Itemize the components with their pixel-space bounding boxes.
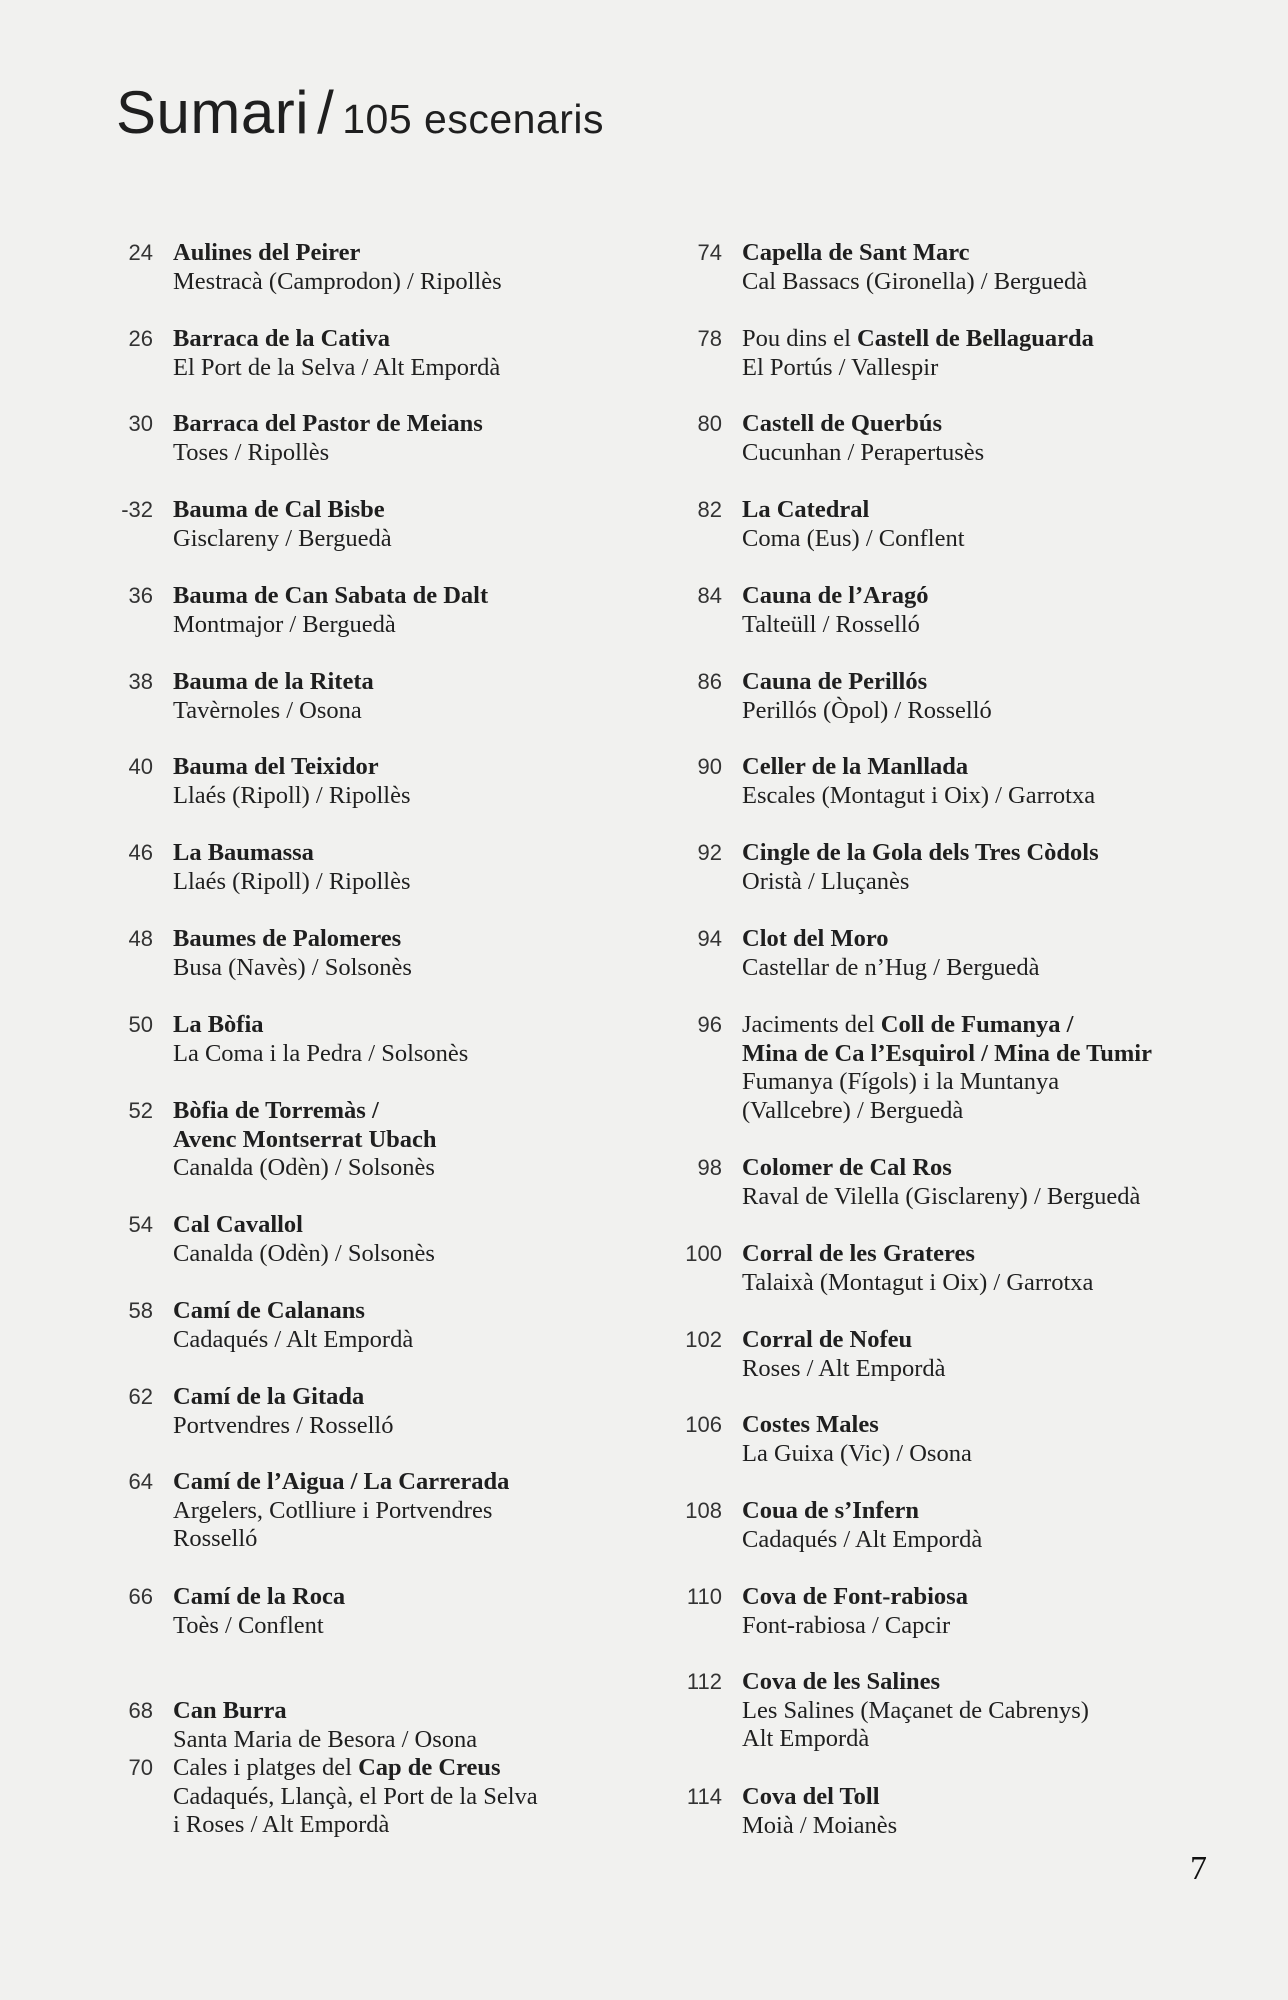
toc-entry-title-line [173, 1383, 394, 1412]
toc-entry-location: Castellar de n’Hug / Berguedà [742, 953, 1040, 981]
toc-entry-title-line [173, 839, 411, 868]
toc-entry-location: Argelers, Cotlliure i Portvendres [173, 1496, 493, 1524]
toc-entry-text [742, 668, 992, 725]
toc-entry-text [173, 1697, 477, 1754]
toc-entry-title-line [742, 239, 1087, 268]
toc-entry-location: Toses / Ripollès [173, 438, 330, 466]
toc-entry-line [173, 611, 488, 640]
toc-entry-text [742, 1240, 1093, 1297]
toc-entry-title-line [173, 753, 411, 782]
toc-entry-location: Fumanya (Fígols) i la Muntanya [742, 1068, 1060, 1095]
toc-entry-title: Cauna de l’Aragó [742, 582, 929, 609]
toc-entry-text [173, 325, 500, 382]
toc-entry-location: Canalda (Odèn) / Solsonès [173, 1239, 435, 1267]
toc-entry-title: La Baumassa [173, 839, 314, 866]
toc-entry-line [742, 1440, 972, 1469]
title-main: Sumari [116, 79, 310, 146]
toc-entry-title: Bauma de Cal Bisbe [173, 496, 385, 523]
page-title [116, 78, 604, 147]
toc-entry-title-line [742, 1154, 1140, 1183]
toc-entry-text [742, 582, 928, 639]
toc-page-number: 112 [686, 1669, 722, 1694]
toc-entry-line [173, 697, 374, 726]
toc-entry-location: i Roses / Alt Empordà [173, 1811, 390, 1838]
toc-page-number: 84 [697, 583, 722, 608]
toc-entry-location: Toès / Conflent [173, 1611, 324, 1639]
toc-page-number: 82 [697, 497, 722, 522]
toc-entry-text [173, 239, 502, 296]
toc-entry-title: Cova de Font-rabiosa [742, 1583, 968, 1610]
toc-entry-text [742, 1583, 968, 1640]
toc-entry-title: Cova de les Salines [742, 1668, 941, 1695]
toc-entry-line [742, 1612, 968, 1641]
toc-entry-title: Mina de Ca l’Esquirol / Mina de Tumir [742, 1039, 1152, 1067]
toc-entry-title-line [742, 1011, 1152, 1040]
toc-entry-text [173, 668, 374, 725]
toc-page-number: 48 [128, 926, 153, 951]
toc-entry-title-line [173, 668, 374, 697]
toc-entry-text [742, 496, 965, 553]
toc-entry-title: Celler de la Manllada [742, 753, 969, 780]
toc-entry-text [173, 1297, 413, 1354]
toc-entry-location: El Portús / Vallespir [742, 353, 939, 381]
toc-page-number: 70 [128, 1755, 153, 1780]
toc-entry-location: Montmajor / Berguedà [173, 610, 396, 638]
toc-entry-title-line [173, 410, 483, 439]
toc-entry-text [742, 1326, 945, 1383]
toc-page-number: 62 [128, 1384, 153, 1409]
toc-entry-text [173, 1754, 538, 1840]
toc-entry-location: Pou dins el [742, 325, 858, 352]
toc-page-number: 54 [128, 1212, 153, 1237]
toc-entry-title: Corral de Nofeu [742, 1326, 913, 1353]
toc-entry-title: Camí de l’Aigua / La Carrerada [173, 1468, 510, 1495]
toc-entry-title: Avenc Montserrat Ubach [173, 1125, 437, 1153]
toc-entry-location: Llaés (Ripoll) / Ripollès [173, 781, 411, 809]
toc-entry-location: Rosselló [173, 1525, 258, 1552]
toc-entry-title: Baumes de Palomeres [173, 925, 402, 952]
toc-entry-location: Raval de Vilella (Gisclareny) / Berguedà [742, 1182, 1141, 1210]
toc-entry-location: Canalda (Odèn) / Solsonès [173, 1154, 435, 1181]
toc-entry-line [173, 1240, 435, 1269]
toc-entry-title-line [742, 1668, 1089, 1697]
toc-entry-line [742, 1068, 1152, 1097]
toc-entry-text [173, 1468, 509, 1554]
toc-entry-title-line [173, 925, 412, 954]
toc-entry-title: Camí de Calanans [173, 1297, 365, 1324]
toc-entry-title: Castell de Querbús [742, 410, 943, 437]
toc-entry-line [173, 1726, 477, 1755]
toc-entry-title: Bòfia de Torremàs / [173, 1097, 379, 1124]
toc-entry-title-line [742, 839, 1099, 868]
toc-entry-text [173, 1011, 468, 1068]
toc-entry-title-line [173, 239, 502, 268]
toc-entry-location: La Coma i la Pedra / Solsonès [173, 1039, 469, 1067]
toc-entry-location: Talaixà (Montagut i Oix) / Garrotxa [742, 1268, 1094, 1296]
toc-entry-text [173, 839, 411, 896]
toc-entry-title-line [173, 1468, 509, 1497]
toc-entry-title: Bauma del Teixidor [173, 753, 379, 780]
toc-entry-title-line [742, 1411, 972, 1440]
toc-entry-title-line [742, 925, 1040, 954]
toc-entry-line [742, 1183, 1140, 1212]
toc-entry-location: Santa Maria de Besora / Osona [173, 1725, 478, 1753]
toc-entry-text [173, 410, 483, 467]
toc-entry-title: Cauna de Perillós [742, 668, 928, 695]
toc-entry-text [742, 1011, 1152, 1125]
toc-entry-line [173, 782, 411, 811]
toc-entry-line [742, 954, 1040, 983]
toc-entry-title: Coua de s’Infern [742, 1497, 919, 1524]
toc-page-number: 102 [685, 1327, 722, 1352]
toc-entry-line [173, 1525, 509, 1554]
toc-entry-location: Cadaqués / Alt Empordà [173, 1325, 414, 1353]
toc-entry-location: Font-rabiosa / Capcir [742, 1611, 951, 1639]
toc-entry-title-line [742, 496, 965, 525]
toc-page-number: 50 [128, 1012, 153, 1037]
toc-entry-title-line [742, 410, 984, 439]
toc-entry-title: Can Burra [173, 1697, 287, 1724]
toc-entry-title: Castell de Bellaguarda [857, 325, 1094, 352]
toc-entry-title-line [742, 325, 1094, 354]
toc-page-number: 66 [128, 1584, 153, 1609]
toc-entry-line [742, 1269, 1093, 1298]
toc-entry-line [742, 1355, 945, 1384]
toc-page-number: 100 [685, 1241, 722, 1266]
toc-entry-location: Roses / Alt Empordà [742, 1354, 946, 1382]
toc-entry-text [173, 1583, 345, 1640]
toc-entry-line [742, 354, 1094, 383]
toc-entry-text [742, 839, 1099, 896]
toc-entry-line [173, 439, 483, 468]
toc-entry-title-line [742, 668, 992, 697]
toc-entry-title-line [173, 325, 500, 354]
toc-entry-title-line [742, 1240, 1093, 1269]
page-number: 7 [1190, 1850, 1207, 1887]
toc-page-number: 94 [697, 926, 722, 951]
toc-page-number: 24 [128, 240, 153, 265]
toc-entry-text [173, 753, 411, 810]
toc-entry-location: Cales i platges del [173, 1754, 359, 1781]
toc-entry-text [742, 410, 984, 467]
toc-entry-text [742, 1411, 972, 1468]
toc-entry-title-line [173, 496, 392, 525]
toc-entry-location: El Port de la Selva / Alt Empordà [173, 353, 501, 381]
toc-entry-location: Cal Bassacs (Gironella) / Berguedà [742, 267, 1088, 295]
toc-entry-title-line [742, 753, 1095, 782]
toc-entry-location: Talteüll / Rosselló [742, 610, 920, 638]
toc-page-number: 90 [697, 754, 722, 779]
toc-page-number: 98 [697, 1155, 722, 1180]
toc-entry-text [173, 1211, 435, 1268]
toc-page-number: 74 [697, 240, 722, 265]
toc-entry-title-line [742, 1326, 945, 1355]
toc-entry-title: La Bòfia [173, 1011, 264, 1038]
toc-entry-line [173, 1811, 538, 1840]
toc-page-number: 106 [685, 1412, 722, 1437]
toc-entry-location: (Vallcebre) / Berguedà [742, 1096, 964, 1124]
toc-entry-location: Llaés (Ripoll) / Ripollès [173, 867, 411, 895]
toc-entry-line [742, 697, 992, 726]
toc-entry-title-line [742, 1497, 982, 1526]
toc-entry-text [742, 1668, 1089, 1754]
toc-entry-location: Jaciments del [742, 1011, 881, 1038]
toc-entry-line [173, 954, 412, 983]
toc-page-number: 80 [697, 411, 722, 436]
toc-entry-title-line [742, 582, 928, 611]
toc-entry-line [742, 1040, 1152, 1069]
toc-page-number: 86 [697, 669, 722, 694]
toc-entry-text [742, 753, 1095, 810]
toc-entry-title: La Catedral [742, 496, 870, 523]
toc-entry-text [742, 1154, 1140, 1211]
toc-entry-line [173, 1126, 437, 1155]
toc-page-number: 52 [128, 1098, 153, 1123]
toc-page-number: -32 [121, 497, 153, 522]
toc-entry-text [742, 925, 1040, 982]
toc-page-number: 96 [697, 1012, 722, 1037]
toc-entry-title-line [173, 1097, 437, 1126]
toc-entry-title: Aulines del Peirer [173, 239, 361, 266]
toc-entry-title: Cap de Creus [358, 1754, 501, 1781]
toc-entry-line [173, 1783, 538, 1812]
toc-entry-line [742, 1725, 1089, 1754]
toc-entry-title-line [173, 1297, 413, 1326]
toc-entry-location: Cadaqués, Llançà, el Port de la Selva [173, 1782, 538, 1810]
toc-page-number: 36 [128, 583, 153, 608]
toc-entry-line [742, 268, 1087, 297]
toc-page-number: 108 [685, 1498, 722, 1523]
toc-entry-line [742, 782, 1095, 811]
toc-entry-text [173, 582, 488, 639]
toc-entry-title-line [173, 1011, 468, 1040]
toc-entry-location: Les Salines (Maçanet de Cabrenys) [742, 1696, 1089, 1724]
toc-page-number: 58 [128, 1298, 153, 1323]
toc-entry-text [173, 1383, 394, 1440]
toc-page-number: 78 [697, 326, 722, 351]
toc-entry-line [173, 1326, 413, 1355]
toc-entry-line [173, 1040, 468, 1069]
toc-page-number: 92 [697, 840, 722, 865]
toc-entry-location: Portvendres / Rosselló [173, 1411, 394, 1439]
toc-entry-line [173, 868, 411, 897]
toc-entry-line [742, 525, 965, 554]
toc-entry-title: Camí de la Gitada [173, 1383, 365, 1410]
toc-entry-title: Cingle de la Gola dels Tres Còdols [742, 839, 1099, 866]
toc-entry-title-line [173, 1583, 345, 1612]
toc-entry-line [742, 1097, 1152, 1126]
toc-entry-location: Mestracà (Camprodon) / Ripollès [173, 267, 502, 295]
toc-entry-title: Barraca del Pastor de Meians [173, 410, 483, 437]
toc-entry-title: Bauma de la Riteta [173, 668, 374, 695]
toc-entry-title-line [173, 1697, 477, 1726]
toc-entry-location: Tavèrnoles / Osona [173, 696, 362, 724]
toc-entry-title: Clot del Moro [742, 925, 889, 952]
toc-entry-line [742, 1697, 1089, 1726]
toc-entry-location: Moià / Moianès [742, 1811, 898, 1839]
toc-entry-line [173, 1612, 345, 1641]
toc-entry-line [173, 1497, 509, 1526]
toc-entry-line [173, 354, 500, 383]
toc-page-number: 68 [128, 1698, 153, 1723]
toc-entry-title: Bauma de Can Sabata de Dalt [173, 582, 489, 609]
toc-entry-title: Colomer de Cal Ros [742, 1154, 952, 1181]
toc-page-number: 64 [128, 1469, 153, 1494]
toc-entry-title-line [173, 1211, 435, 1240]
toc-entry-line [173, 525, 392, 554]
toc-page-number: 46 [128, 840, 153, 865]
toc-entry-line [173, 1154, 437, 1183]
toc-entry-location: Busa (Navès) / Solsonès [173, 953, 412, 981]
toc-entry-line [173, 1412, 394, 1441]
toc-entry-line [742, 1526, 982, 1555]
toc-entry-location: Coma (Eus) / Conflent [742, 524, 965, 552]
toc-entry-line [742, 611, 928, 640]
toc-entry-line [742, 1812, 897, 1841]
toc-entry-text [742, 239, 1087, 296]
toc-entry-title-line [742, 1583, 968, 1612]
toc-entry-title: Costes Males [742, 1411, 879, 1438]
toc-entry-title-line [173, 1754, 538, 1783]
toc-entry-location: Escales (Montagut i Oix) / Garrotxa [742, 781, 1096, 809]
toc-entry-text [173, 496, 392, 553]
toc-page-number: 110 [686, 1584, 722, 1609]
toc-entry-text [742, 325, 1094, 382]
toc-entry-title: Coll de Fumanya / [880, 1011, 1074, 1038]
toc-entry-location: Perillós (Òpol) / Rosselló [742, 696, 992, 724]
title-separator: / [317, 79, 335, 146]
toc-page-number: 114 [686, 1784, 722, 1809]
toc-page-number: 26 [128, 326, 153, 351]
toc-entry-line [742, 868, 1099, 897]
toc-page-number: 38 [128, 669, 153, 694]
title-subtitle: 105 escenaris [342, 96, 605, 142]
toc-entry-title: Corral de les Grateres [742, 1240, 975, 1267]
toc-entry-title: Barraca de la Cativa [173, 325, 391, 352]
toc-entry-title: Camí de la Roca [173, 1583, 346, 1610]
toc-entry-title: Cova del Toll [742, 1783, 880, 1810]
toc-entry-line [173, 268, 502, 297]
toc-entry-location: Cadaqués / Alt Empordà [742, 1525, 983, 1553]
toc-entry-line [742, 439, 984, 468]
toc-entry-location: La Guixa (Vic) / Osona [742, 1439, 972, 1467]
toc-entry-title: Cal Cavallol [173, 1211, 303, 1238]
toc-entry-text [742, 1783, 897, 1840]
toc-entry-title-line [742, 1783, 897, 1812]
toc-entry-text [173, 925, 412, 982]
toc-entry-location: Gisclareny / Berguedà [173, 524, 392, 552]
toc-page-number: 30 [128, 411, 153, 436]
toc-entry-title-line [173, 582, 488, 611]
toc-entry-title: Capella de Sant Marc [742, 239, 970, 266]
toc-page-number: 40 [128, 754, 153, 779]
toc-entry-location: Alt Empordà [742, 1725, 870, 1752]
toc-entry-location: Oristà / Lluçanès [742, 867, 910, 895]
toc-entry-text [742, 1497, 982, 1554]
toc-entry-text [173, 1097, 437, 1183]
toc-entry-location: Cucunhan / Perapertusès [742, 438, 985, 466]
